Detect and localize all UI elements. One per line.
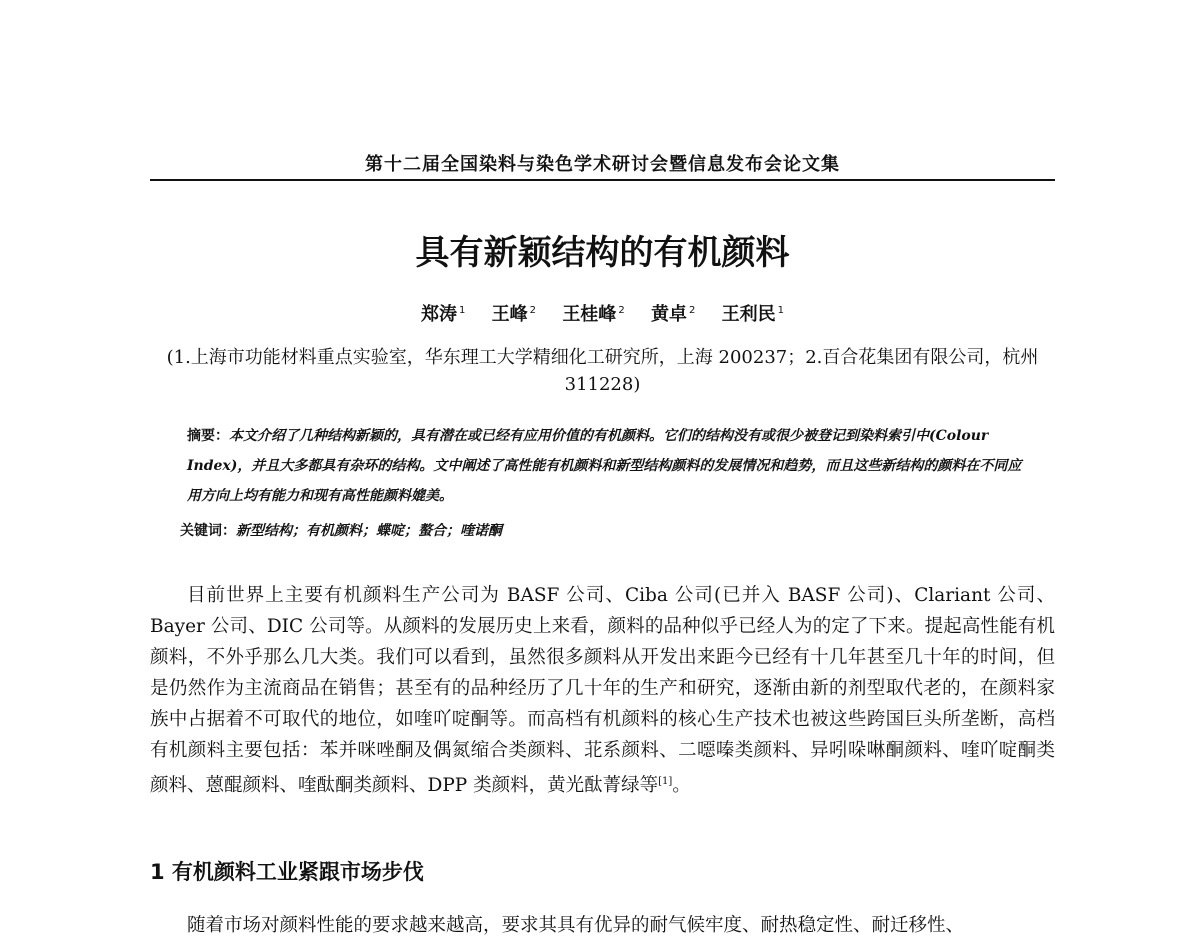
section-heading: 1 有机颜料工业紧跟市场步伐 <box>150 860 424 884</box>
author: 王利民 $^1$ <box>721 304 784 325</box>
header-rule <box>150 179 1055 181</box>
author: 郑涛 $^1$ <box>421 304 466 325</box>
author: 黄卓 $^2$ <box>650 304 696 325</box>
affiliation: (1.上海市功能材料重点实验室，华东理工大学精细化工研究所，上海 200237；2.百合花集团有限公司，杭州 311228) <box>166 347 1039 395</box>
abstract <box>187 421 1032 511</box>
abstract-text: 本文介绍了几种结构新颖的，具有潜在或已经有应用价值的有机颜料。它们的结构没有或很少被登记到染料索引中(Colour Index)，并且大多都具有杂环的结构。文中阐述了高性能有机颜料和新型结构颜料的发展情况和趋势，而且这些新结构的颜料在不同应用方向上均有能力和现有高性能颜料媲美。 <box>187 428 1022 504</box>
paragraph-text: 目前世界上主要有机颜料生产公司为 BASF 公司、Ciba 公司(已并入 BASF 公司)、Clariant 公司、Bayer 公司、DIC 公司等。从颜料的发展历史上来看，颜料的品种似乎已经人为的定了下来。提起高性能有机颜料，不外乎那么几大类。我们可以看到，虽然很多颜料从开发出来距今已经有十几年甚至几十年的时间，但是仍然作为主流商品在销售；甚至有的品种经历了几十年的生产和研究，逐渐由新的剂型取代老的，在颜料家族中占据着不可取代的地位，如喹吖啶酮等。而高档有机颜料的核心生产技术也被这些跨国巨头所垄断，高档有机颜料主要包括：苯并咪唑酮及偶氮缩合类颜料、苝系颜料、二噁嗪类颜料、异吲哚啉酮颜料、喹吖啶酮类颜料、蒽醌颜料、喹酞酮类颜料、DPP 类颜料，黄光酞菁绿等 <box>150 585 1055 797</box>
paragraph-end: 。 <box>672 775 691 797</box>
author: 王峰 $^2$ <box>491 304 537 325</box>
running-header: 第十二届全国染料与染色学术研讨会暨信息发布会论文集 <box>365 154 840 175</box>
keywords-label: 关键词： <box>180 523 236 539</box>
body-paragraph <box>150 580 1055 801</box>
abstract-label: 摘要： <box>187 428 229 444</box>
author-list <box>150 300 1055 326</box>
keywords-text: 新型结构；有机颜料；蝶啶；螯合；喹诺酮 <box>236 523 502 539</box>
body-paragraph: 随着市场对颜料性能的要求越来越高，要求其具有优异的耐气候牢度、耐热稳定性、耐迁移性、 <box>187 915 965 936</box>
keywords <box>180 518 1030 544</box>
author: 王桂峰 $^2$ <box>562 304 625 325</box>
paper-title: 具有新颖结构的有机颜料 <box>415 233 790 273</box>
citation-ref: [1] <box>658 776 673 787</box>
